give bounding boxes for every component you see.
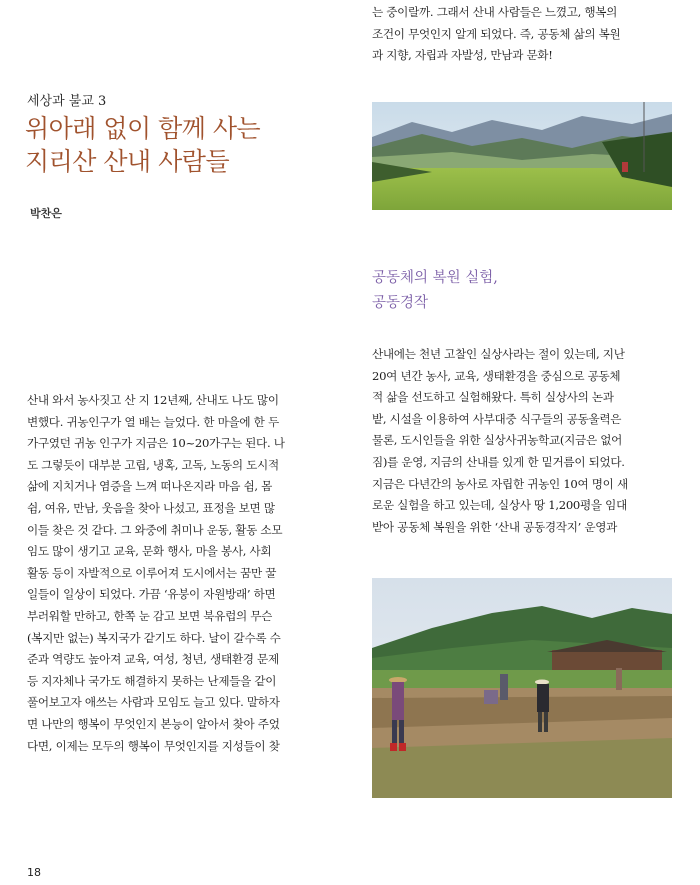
text-line: 가구였던 귀농 인구가 지금은 10~20가구는 된다. 나 [27,436,285,451]
text-line: 산내에는 천년 고찰인 실상사라는 절이 있는데, 지난 [372,347,625,361]
text-line: 등 지자체나 국가도 해결하지 못하는 난제들을 같이 [27,673,277,688]
right-body-paragraph [372,344,672,538]
section-heading [372,266,498,316]
text-line: 변했다. 귀농인구가 열 배는 늘었다. 한 마을에 한 두 [27,414,279,429]
text-line: 일들이 일상이 되었다. 가끔 ‘유붕이 자원방래’ 하면 [27,587,276,602]
text-line: 준과 역량도 높아져 교육, 여성, 청년, 생태환경 문제 [27,652,279,667]
text-line: 받아 공동체 복원을 위한 ‘산내 공동경작지’ 운영과 [372,519,618,534]
text-line: 는 중이랄까. 그래서 산내 사람들은 느꼈고, 행복의 [372,5,618,19]
article-title [25,112,345,178]
landscape-photo-image [372,102,672,210]
text-line: 풀어보고자 애쓰는 사람과 모임도 늘고 있다. 말하자 [27,695,280,710]
right-top-paragraph [372,2,672,67]
text-line: 적 삶을 선도하고 실험해왔다. 특히 실상사의 논과 [372,390,614,405]
text-line: 조건이 무엇인지 알게 되었다. 즉, 공동체 삶의 복원 [372,26,621,41]
text-line: 활동 등이 자발적으로 이루어져 도시에서는 꿈만 꿀 [27,565,277,580]
section-heading-line-1: 공동체의 복원 실험, [372,270,498,286]
text-line: 도 그렇듯이 대부분 고립, 냉혹, 고독, 노동의 도시적 [27,457,279,472]
text-line: 짐)를 운영, 지금의 산내를 있게 한 밑거름이 되었다. [372,454,625,469]
title-line-2: 지리산 산내 사람들 [25,147,230,176]
text-line: 면 나만의 행복이 무엇인지 본능이 알아서 찾아 주었 [27,716,280,731]
text-line: 20여 년간 농사, 교육, 생태환경을 중심으로 공동체 [372,368,621,383]
page-number: 18 [27,866,41,879]
text-line: 다면, 이제는 모두의 행복이 무엇인지를 지성들이 찾 [27,738,280,753]
farming-photo [372,578,672,798]
text-line: 삶에 지치거나 염증을 느껴 떠나온지라 마음 쉼, 몸 [27,479,273,494]
series-label: 세상과 불교 3 [27,94,107,109]
text-line: 산내 와서 농사짓고 산 지 12년째, 산내도 나도 많이 [27,393,279,407]
text-line: 밭, 시설을 이용하여 사부대중 식구들의 공동울력은 [372,411,622,426]
title-line-1: 위아래 없이 함께 사는 [25,114,261,143]
farming-photo-image [372,578,672,798]
text-line: 쉼, 여유, 만남, 웃음을 찾아 나섰고, 표정을 보면 많 [27,500,275,515]
text-line: (복지만 없는) 복지국가 같기도 하다. 날이 갈수록 수 [27,630,281,645]
landscape-photo [372,102,672,210]
text-line: 부러워할 만하고, 한쪽 눈 감고 보면 북유럽의 무슨 [27,608,273,623]
text-line: 물론, 도시인들을 위한 실상사귀농학교(지금은 없어 [372,433,623,448]
section-heading-line-2: 공동경작 [372,295,429,311]
text-line: 지금은 다년간의 농사로 자립한 귀농인 10여 명이 새 [372,476,628,491]
text-line: 로운 실험을 하고 있는데, 실상사 땅 1,200평을 임대 [372,498,627,513]
text-line: 이들 찾은 것 같다. 그 와중에 취미나 운동, 활동 소모 [27,522,283,537]
text-line: 과 지향, 자립과 자발성, 만남과 문화! [372,48,553,63]
author-name: 박찬은 [30,207,62,220]
left-body-paragraph [27,390,327,757]
text-line: 임도 많이 생기고 교육, 문화 행사, 마을 봉사, 사회 [27,544,272,559]
